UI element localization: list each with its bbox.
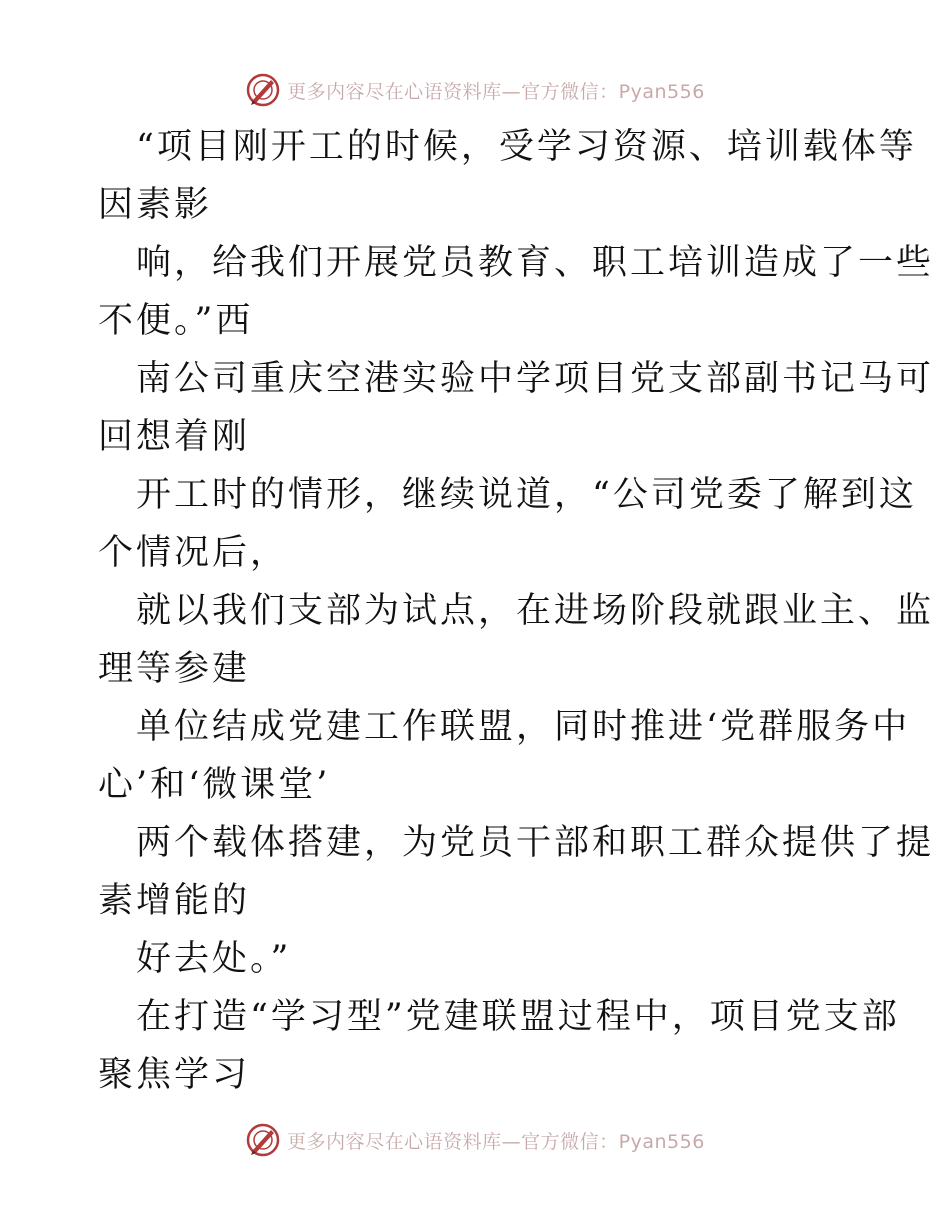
line-9b: 聚焦学习 [98, 1055, 251, 1095]
paragraph-line-6 [98, 698, 911, 814]
line-8a: 好去处。” [136, 939, 292, 979]
line-4b: 个情况后， [98, 533, 289, 573]
line-9a: 在打造“学习型”党建联盟过程中，项目党支部 [136, 997, 900, 1037]
line-7a: 两个载体搭建，为党员干部和职工群众提供了提 [136, 823, 935, 863]
document-body [98, 118, 935, 1104]
line-6b: 心’和‘微课堂’ [98, 765, 331, 805]
line-5b: 理等参建 [98, 649, 251, 689]
logo-icon [245, 72, 281, 108]
paragraph-line-7 [98, 814, 935, 930]
line-5a: 就以我们支部为试点，在进场阶段就跟业主、监 [136, 591, 935, 631]
paragraph-line-4 [98, 466, 917, 582]
header-banner [0, 70, 950, 110]
line-1b: 因素影 [98, 185, 213, 225]
line-2a: 响，给我们开展党员教育、职工培训造成了一些 [136, 243, 935, 283]
paragraph-line-9 [98, 988, 900, 1104]
paragraph-line-2 [98, 234, 935, 350]
line-1a: “项目刚开工的时候，受学习资源、培训载体等 [136, 127, 917, 167]
line-7b: 素增能的 [98, 881, 251, 921]
line-3a: 南公司重庆空港实验中学项目党支部副书记马可 [136, 359, 935, 399]
paragraph-line-5 [98, 582, 935, 698]
header-banner-text: 更多内容尽在心语资料库—官方微信：Pyan556 [287, 80, 705, 103]
paragraph-line-1 [98, 118, 917, 234]
line-6a: 单位结成党建工作联盟，同时推进‘党群服务中 [136, 707, 911, 747]
line-2b: 不便。”西 [98, 301, 254, 341]
logo-icon [245, 1122, 281, 1158]
line-4a: 开工时的情形，继续说道，“公司党委了解到这 [136, 475, 917, 515]
paragraph-line-8 [98, 930, 858, 988]
footer-banner [0, 1120, 950, 1160]
footer-banner-text: 更多内容尽在心语资料库—官方微信：Pyan556 [287, 1130, 705, 1153]
paragraph-line-3 [98, 350, 935, 466]
line-3b: 回想着刚 [98, 417, 251, 457]
